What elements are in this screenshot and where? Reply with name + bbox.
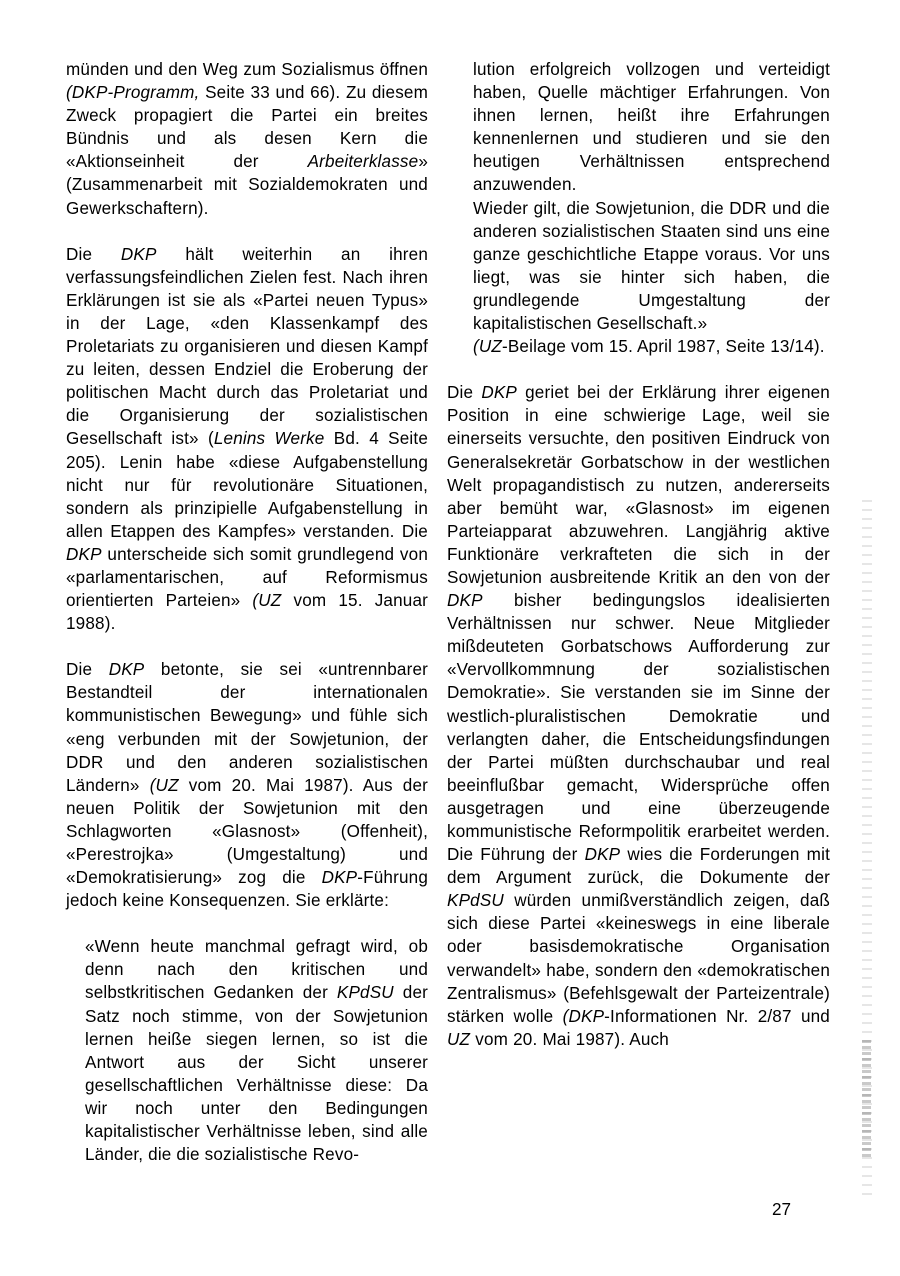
text-run: vom 15. Januar 1988). [66,591,428,634]
text-run: Die [66,244,121,264]
italic-run: (UZ [252,591,282,611]
left-column [66,58,428,1166]
text-run: vom 20. Mai 1987). Auch [470,1029,669,1049]
body-paragraph [66,658,428,912]
text-run: würden unmißverständlich zeigen, daß sich diese Partei «keineswegs in eine liberale oder basisdemokratische Organisation verwandelt» habe, sondern den «demokratischen Zentralismus» (Befehlsgewalt der Parteizentrale) stärken wolle [447,891,830,1026]
italic-run: (UZ [149,775,179,795]
text-run: vom 20. Mai 1987). Aus der neuen Politik der Sowjetunion mit den Schlagworten «Glasnost» (Offenheit), «Perestrojka» (Umgestaltung) und «Demokratisierung» zog die [66,775,428,888]
italic-run: DKP [584,845,621,865]
body-paragraph [66,58,428,220]
text-run: geriet bei der Erklärung ihrer eigenen Position in eine schwierige Lage, weil sie einerseits versuchte, den positiven Eindruck von Generalsekretär Gorbatschow in der westlichen Welt propagandistisch zu nutzen, andererseits aber bemüht war, «Glasnost» im eigenen Parteiapparat abzuwehren. Langjährig aktive Funktionäre verkrafteten die sich in der Sowjetunion ausbreitende Kritik an den von der [447,383,830,587]
italic-run: DKP [321,868,358,888]
text-run: unterscheide sich somit grundlegend von «parlamentarischen, auf Reformismus orientierten Parteien» [66,544,428,611]
italic-run: DKP [481,383,517,403]
text-run: Bd. 4 Seite 205). Lenin habe «diese Aufgabenstellung nicht nur für revolutionäre Situationen, sondern als prinzipielle Aufgabenstellung in allen Etappen des Kampfes» verstanden. Die [66,429,428,541]
italic-run: (DKP-Programm, [66,83,200,103]
text-run: -Führung jedoch keine Konsequenzen. Sie erklärte: [66,868,428,911]
italic-run: (UZ [473,337,502,357]
italic-run: (DKP [562,1006,605,1026]
text-run: münden und den Weg zum Sozialismus öffnen [66,60,428,79]
italic-run: Arbeiterklasse [307,152,419,172]
text-run: Die [447,383,482,403]
block-quote-paragraph [85,935,428,1166]
italic-run: DKP [66,544,102,564]
text-run: -Beilage vom 15. April 1987, Seite 13/14). [502,337,825,357]
italic-run: UZ [447,1029,471,1049]
text-run: bisher bedingungslos idealisierten Verhältnissen nur schwer. Neue Mitglieder mißdeuteten Gorbatschows Aufforderung zur «Vervollkommnung der sozialistischen Demokratie». Sie verstanden sie im Sinne der westlich-pluralistischen Demokratie und verlangten daher, die Entscheidungsfindungen der Partei müßten durchschaubar und real beeinflußbar gemacht, Widersprüche offen ausgetragen und eine überzeugende kommunistische Reformpolitik erarbeitet werden. Die Führung der [447,591,830,865]
right-column [447,58,830,1051]
block-quote-paragraph [473,335,830,358]
text-run: der Satz noch stimme, von der Sowjetunion lernen heiße siegen lernen, so ist die Antwort aus der Sicht unserer gesellschaftlichen Verhältnisse diese: Da wir noch unter den Bedingungen kapitalistischer Verhältnisse leben, sind alle Länder, die die sozialistische Revo- [85,983,428,1165]
text-run: wies die Forderungen mit dem Argument zurück, die Dokumente der [447,845,830,888]
italic-run: KPdSU [336,983,394,1003]
italic-run: KPdSU [447,891,504,911]
text-run: «Wenn heute manchmal gefragt wird, ob denn nach den kritischen und selbstkritischen Gedanken der [85,937,428,1003]
italic-run: Lenins Werke [213,429,325,449]
text-run: betonte, sie sei «untrennbarer Bestandteil der internationalen kommunistischen Bewegung» und fühle sich «eng verbunden mit der Sowjetunion, der DDR und den anderen sozialistischen Ländern» [66,660,428,795]
text-run: Wieder gilt, die Sowjetunion, die DDR und die anderen sozialistischen Staaten sind uns eine ganze geschichtliche Etappe voraus. Vor uns liegt, was sie hinter sich haben, die grundlegende Umgestaltung der kapitalistischen Gesellschaft.» [473,198,830,334]
italic-run: DKP [108,660,145,680]
page-number: 27 [772,1200,792,1219]
italic-run: DKP [447,591,483,611]
text-run: hält weiterhin an ihren verfassungsfeindlichen Zielen fest. Nach ihren Erklärungen ist sie als «Partei neuen Typus» in der Lage, «den Klassenkampf des Proletariats zu organisieren und diesen Kampf zu leiten, dessen Endziel die Eroberung der politischen Macht durch das Proletariat und die Organisierung der sozialistischen Gesellschaft ist» ( [66,244,428,449]
block-quote-paragraph [473,197,830,336]
text-run: » (Zusammenarbeit mit Sozialdemokraten und Gewerkschaftern). [66,152,428,218]
body-paragraph [447,381,830,1051]
text-run: Seite 33 und 66). Zu diesem Zweck propagiert die Partei ein breites Bündnis und als desen Kern die «Aktionseinheit der [66,83,428,172]
italic-run: DKP [120,244,157,264]
body-paragraph [66,243,428,636]
text-run: lution erfolgreich vollzogen und verteidigt haben, Quelle mächtiger Erfahrungen. Von ihnen lernen, heißt ihre Erfahrungen kennenlernen und studieren und sie den heutigen Verhältnissen entsprechend anzuwenden. [473,60,830,195]
text-run: Die [66,660,109,680]
block-quote-paragraph [473,58,830,197]
text-run: -Informationen Nr. 2/87 und [604,1006,830,1026]
